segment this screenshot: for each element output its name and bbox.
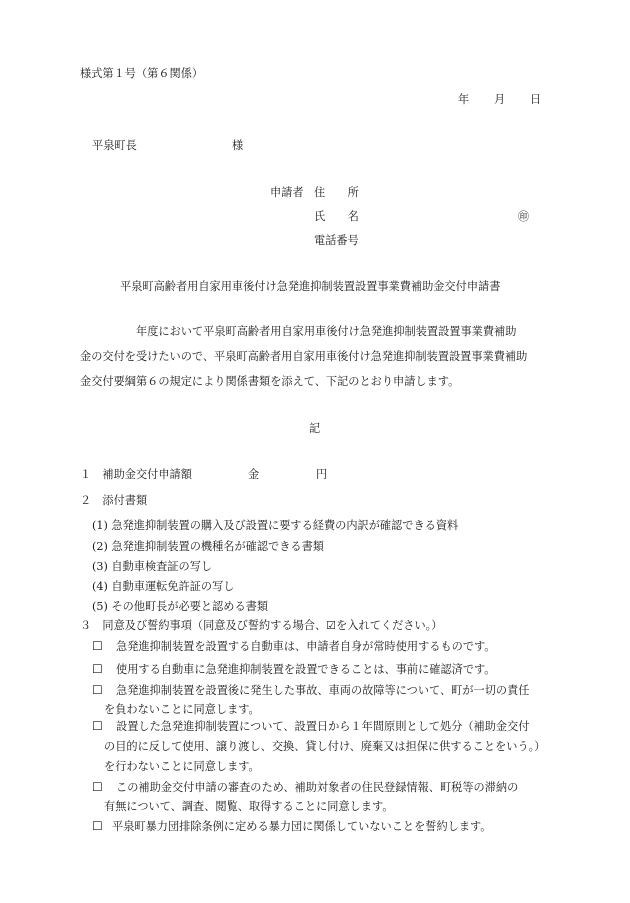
pledge-text: を行わないことに同意します。 xyxy=(104,760,260,773)
pledge-checkbox[interactable]: ☐ xyxy=(92,662,103,676)
ki-heading: 記 xyxy=(309,422,321,435)
address-label: 住 所 xyxy=(314,186,359,199)
pledge-checkbox[interactable]: ☐ xyxy=(92,639,103,653)
body-line: 金の交付を受けたいので、平泉町高齢者用自家用車後付け急発進抑制装置設置事業費補助 xyxy=(80,350,528,363)
item1-yen: 円 xyxy=(316,468,328,481)
item1-kin: 金 xyxy=(248,468,260,481)
pledge-checkbox[interactable]: ☐ xyxy=(92,683,103,697)
item3-label: ３ 同意及び誓約事項（同意及び誓約する場合、☑を入れてください。） xyxy=(80,619,443,632)
date-year: 年 xyxy=(458,93,470,106)
addressee-honorific: 様 xyxy=(232,139,244,152)
pledge-checkbox[interactable]: ☐ xyxy=(92,819,103,833)
pledge-text: 急発進抑制装置を設置する自動車は、申請者自身が常時使用するものです。 xyxy=(116,640,496,653)
name-label: 氏 名 xyxy=(314,210,359,223)
addressee-name: 平泉町長 xyxy=(92,139,137,152)
pledge-checkbox[interactable]: ☐ xyxy=(92,719,103,733)
pledge-text: 平泉町暴力団排除条例に定める暴力団に関係していないことを誓約します。 xyxy=(112,820,492,833)
pledge-text: 設置した急発進抑制装置について、設置日から１年間原則として処分（補助金交付 xyxy=(116,720,530,733)
phone-label: 電話番号 xyxy=(314,234,359,247)
pledge-text: の目的に反して使用、譲り渡し、交換、貸し付け、廃棄又は担保に供することをいう。） xyxy=(104,740,546,753)
applicant-label: 申請者 xyxy=(270,186,304,199)
seal-mark: ㊞ xyxy=(518,210,529,223)
attachment-item: (1) 急発進抑制装置の購入及び設置に要する経費の内訳が確認できる資料 xyxy=(92,519,459,532)
attachment-item: (3) 自動車検査証の写し xyxy=(92,560,213,573)
date-month: 月 xyxy=(494,93,506,106)
date-day: 日 xyxy=(530,93,542,106)
pledge-text: 使用する自動車に急発進抑制装置を設置できることは、事前に確認済です。 xyxy=(116,663,496,676)
body-line: 年度において平泉町高齢者用自家用車後付け急発進抑制装置設置事業費補助 xyxy=(136,325,517,338)
document-title: 平泉町高齢者用自家用車後付け急発進抑制装置設置事業費補助金交付申請書 xyxy=(120,280,501,293)
pledge-text: 有無について、調査、閲覧、取得することに同意します。 xyxy=(104,800,394,813)
attachment-item: (4) 自動車運転免許証の写し xyxy=(92,580,235,593)
form-number: 様式第１号（第６関係） xyxy=(80,67,204,80)
attachment-item: (2) 急発進抑制装置の機種名が確認できる書類 xyxy=(92,540,324,553)
item1-label: １ 補助金交付申請額 xyxy=(80,468,192,481)
item2-label: ２ 添付書類 xyxy=(80,494,148,507)
pledge-text: 急発進抑制装置を設置後に発生した事故、車両の故障等について、町が一切の責任 xyxy=(116,684,530,697)
pledge-text: この補助金交付申請の審査のため、補助対象者の住民登録情報、町税等の滞納の xyxy=(116,781,519,794)
attachment-item: (5) その他町長が必要と認める書類 xyxy=(92,600,269,613)
body-line: 金交付要綱第６の規定により関係書類を添えて、下記のとおり申請します。 xyxy=(80,375,460,388)
pledge-checkbox[interactable]: ☐ xyxy=(92,780,103,794)
pledge-text: を負わないことに同意します。 xyxy=(104,703,260,716)
